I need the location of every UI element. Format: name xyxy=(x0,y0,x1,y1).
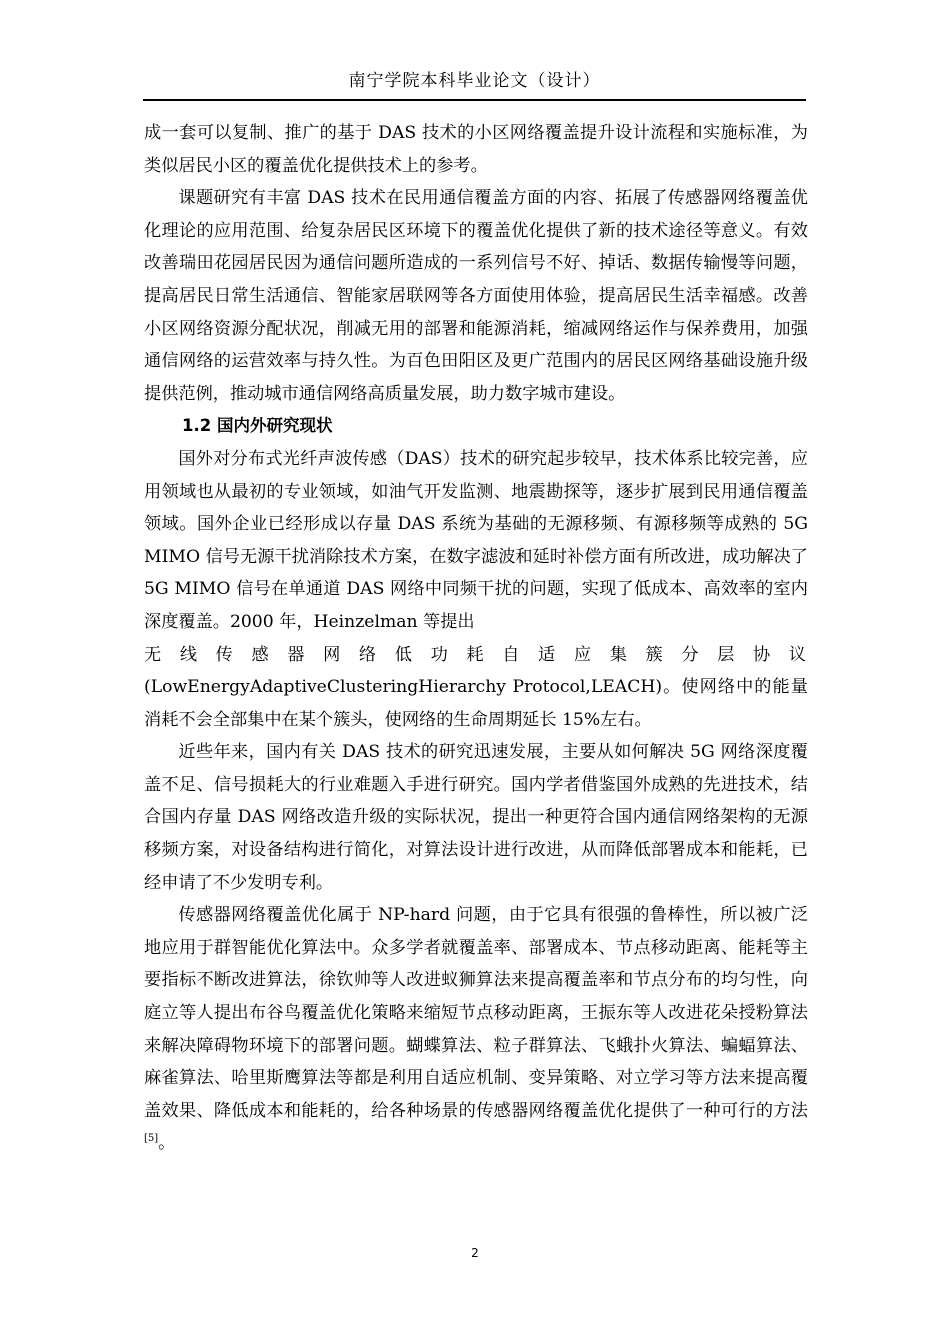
paragraph-foreign-research: 国外对分布式光纤声波传感（DAS）技术的研究起步较早，技术体系比较完善，应用领域也从最初的专业领域，如油气开发监测、地震勘探等，逐步扩展到民用通信覆盖领域。国外企业已经形成以存量 DAS 系统为基础的无源移频、有源移频等成熟的 5G MIMO 信号无源干扰消除技术方案，在数字滤波和延时补偿方面有所改进，成功解决了 5G MIMO 信号在单通道 DAS 网络中同频干扰的问题，实现了低成本、高效率的室内深度覆盖。2000 年，Heinzelman 等提出 xyxy=(144,448,808,632)
page-number: 2 xyxy=(471,1246,479,1260)
paragraph-coverage-text: 传感器网络覆盖优化属于 NP-hard 问题，由于它具有很强的鲁棒性，所以被广泛地应用于群智能优化算法中。众多学者就覆盖率、部署成本、节点移动距离、能耗等主要指标不断改进算法，徐钦帅等人改进蚁狮算法来提高覆盖率和节点分布的均匀性，向庭立等人提出布谷鸟覆盖优化策略来缩短节点移动距离，王振东等人改进花朵授粉算法来解决障碍物环境下的部署问题。蝴蝶算法、粒子群算法、飞蛾扑火算法、蝙蝠算法、麻雀算法、哈里斯鹰算法等都是利用自适应机制、变异策略、对立学习等方法来提高覆盖效果、降低成本和能耗的，给各种场景的传感器网络覆盖优化提供了一种可行的方法 xyxy=(144,905,808,1121)
paragraph-continuation: 成一套可以复制、推广的基于 DAS 技术的小区网络覆盖提升设计流程和实施标准，为类似居民小区的覆盖优化提供技术上的参考。 xyxy=(144,123,808,176)
section-heading: 1.2 国内外研究现状 xyxy=(182,416,333,436)
citation-ref: [5] xyxy=(144,1133,159,1145)
paragraph-significance: 课题研究有丰富 DAS 技术在民用通信覆盖方面的内容、拓展了传感器网络覆盖优化理论的应用范围、给复杂居民区环境下的覆盖优化提供了新的技术途径等意义。有效改善瑞田花园居民因为通信问题所造成的一系列信号不好、掉话、数据传输慢等问题，提高居民日常生活通信、智能家居联网等各方面使用体验，提高居民生活幸福感。改善小区网络资源分配状况，削减无用的部署和能源消耗，缩减网络运作与保养费用，加强通信网络的运营效率与持久性。为百色田阳区及更广范围内的居民区网络基础设施升级提供范例，推动城市通信网络高质量发展，助力数字城市建设。 xyxy=(144,188,808,404)
paragraph-end-punct: 。 xyxy=(158,1133,176,1154)
paragraph-domestic-research: 近些年来，国内有关 DAS 技术的研究迅速发展，主要从如何解决 5G 网络深度覆盖不足、信号损耗大的行业难题入手进行研究。国内学者借鉴国外成熟的先进技术，结合国内存量 DAS 网络改造升级的实际状况，提出一种更符合国内通信网络架构的无源移频方案，对设备结构进行简化，对算法设计进行改进，从而降低部署成本和能耗，已经申请了不少发明专利。 xyxy=(144,742,808,893)
paragraph-foreign-research-end: (LowEnergyAdaptiveClusteringHierarchy Protocol,LEACH)。使网络中的能量消耗不会全部集中在某个簇头，使网络的生命周期延长 15%左右。 xyxy=(144,677,808,730)
page-header: 南宁学院本科毕业论文（设计） xyxy=(348,71,601,91)
body-text xyxy=(144,117,808,1160)
header-rule xyxy=(143,99,806,101)
paragraph-coverage-optimization xyxy=(144,899,808,1160)
paragraph-foreign-research-spread-line: 无 线 传 感 器 网 络 低 功 耗 自 适 应 集 簇 分 层 协 议 xyxy=(144,644,808,665)
